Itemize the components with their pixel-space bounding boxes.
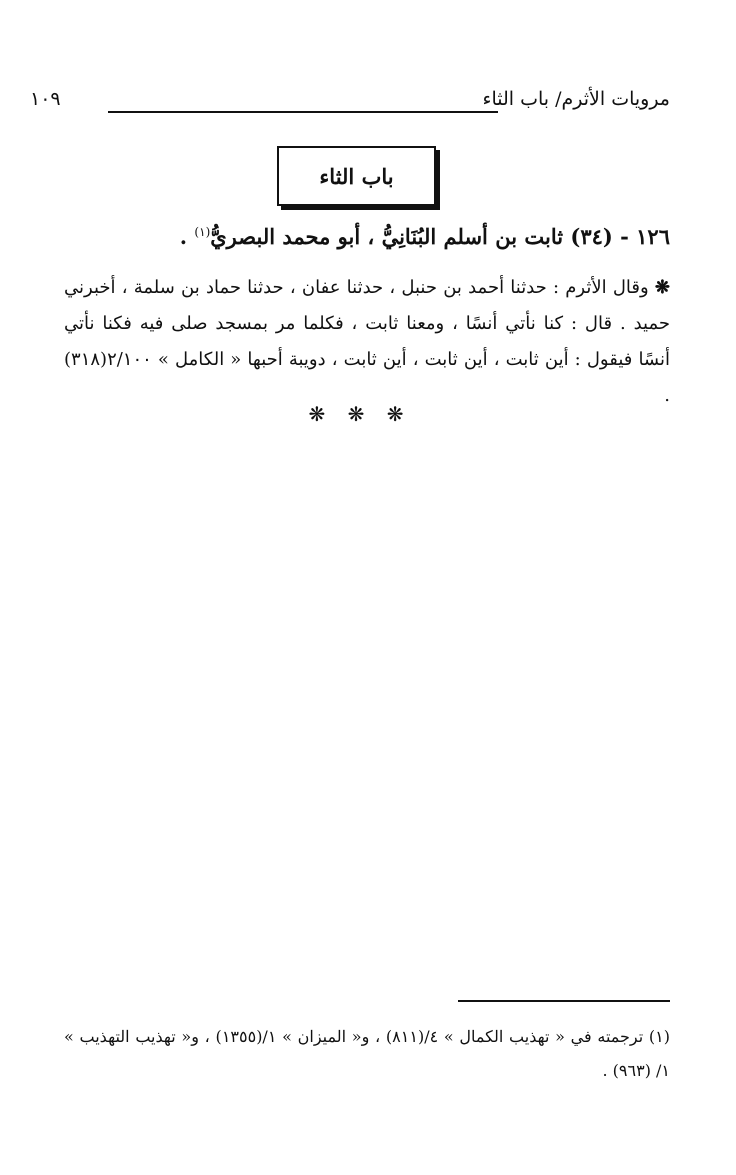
header-rule [108,111,498,113]
narration-text: وقال الأثرم : حدثنا أحمد بن حنبل ، حدثنا عفان ، حدثنا حماد بن سلمة ، أخبرني حميد . قال : كنا نأتي أنسًا ، ومعنا ثابت ، فكلما مر بمسجد صلى فيه فكنا نأتي أنسًا فيقول : أين ثابت ، أين ثابت ، أين ثابت ، دويبة أحبها « الكامل » ٢/١٠٠(٣١٨) . [64,277,670,406]
entry-heading-text: ١٢٦ - (٣٤) ثابت بن أسلم البُنَانِيُّ ، أبو محمد البصريُّ [210,224,670,249]
narration-paragraph [64,270,670,414]
page-number: ١٠٩ [30,88,61,110]
footnote: (١) ترجمته في « تهذيب الكمال » ٤/(٨١١) ، و« الميزان » ١/(١٣٥٥) ، و« تهذيب التهذيب » ١/ (٩٦٣) . [64,1027,671,1080]
chapter-title-box [277,146,436,206]
entry-heading-end: . [179,224,195,249]
entry-heading [70,224,670,249]
section-separator: ❋ ❋ ❋ [308,402,412,426]
footnote-marker: (١) [194,225,211,239]
chapter-title: باب الثاء [319,163,394,189]
star-bullet-icon: ❋ [654,277,670,298]
footnote-rule [458,1000,670,1002]
page-header [30,88,670,118]
running-title: مرويات الأثرم/ باب الثاء [482,88,670,110]
